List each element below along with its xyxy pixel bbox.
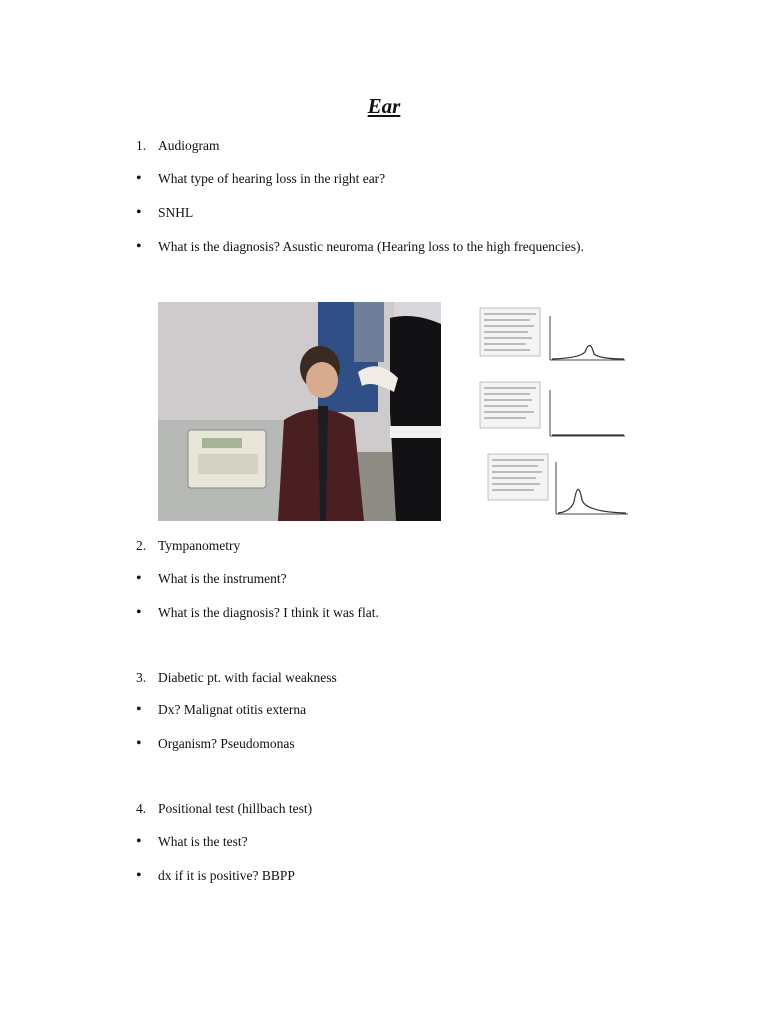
section-heading — [136, 537, 240, 555]
bullet-icon: • — [136, 604, 142, 621]
section-heading-text: Tympanometry — [158, 538, 241, 553]
list-item-text: What type of hearing loss in the right ear? — [158, 171, 386, 186]
list-item-text: What is the test? — [158, 834, 248, 849]
section-heading-text: Diabetic pt. with facial weakness — [158, 670, 337, 685]
list-item — [136, 735, 295, 753]
section-number: 1. — [136, 138, 147, 153]
section-number: 3. — [136, 670, 147, 685]
section-heading — [136, 137, 220, 155]
tympanogram-graph-3 — [488, 454, 628, 514]
bullet-icon: • — [136, 204, 142, 221]
list-item-text: What is the instrument? — [158, 571, 287, 586]
list-item-text: What is the diagnosis? Asustic neuroma (Hearing loss to the high frequencies). — [158, 239, 584, 254]
bullet-icon: • — [136, 170, 142, 187]
tympanogram-printouts — [470, 302, 635, 521]
list-item — [136, 238, 584, 256]
tympanogram-graph-2 — [480, 382, 625, 436]
section-heading — [136, 669, 337, 687]
list-item-text: Organism? Pseudomonas — [158, 736, 295, 751]
bullet-icon: • — [136, 701, 142, 718]
list-item — [136, 170, 385, 188]
bullet-icon: • — [136, 735, 142, 752]
list-item — [136, 604, 379, 622]
list-item — [136, 204, 193, 222]
bullet-icon: • — [136, 833, 142, 850]
bullet-icon: • — [136, 867, 142, 884]
list-item — [136, 867, 295, 885]
list-item — [136, 833, 248, 851]
list-item-text: Dx? Malignat otitis externa — [158, 702, 307, 717]
list-item-text: dx if it is positive? BBPP — [158, 868, 295, 883]
list-item-text: SNHL — [158, 205, 194, 220]
bullet-icon: • — [136, 570, 142, 587]
section-heading — [136, 800, 312, 818]
list-item-text: What is the diagnosis? I think it was flat. — [158, 605, 379, 620]
bullet-icon: • — [136, 238, 142, 255]
tympanogram-graph-1 — [480, 308, 625, 360]
tympanogram-graphs — [470, 302, 635, 521]
section-number: 4. — [136, 801, 147, 816]
tympanometry-photo — [158, 302, 441, 521]
page-title: Ear — [367, 94, 401, 118]
tympanometry-photo-illustration — [158, 302, 441, 521]
list-item — [136, 701, 306, 719]
list-item — [136, 570, 287, 588]
section-heading-text: Audiogram — [158, 138, 220, 153]
section-heading-text: Positional test (hillbach test) — [158, 801, 313, 816]
section-number: 2. — [136, 538, 147, 553]
